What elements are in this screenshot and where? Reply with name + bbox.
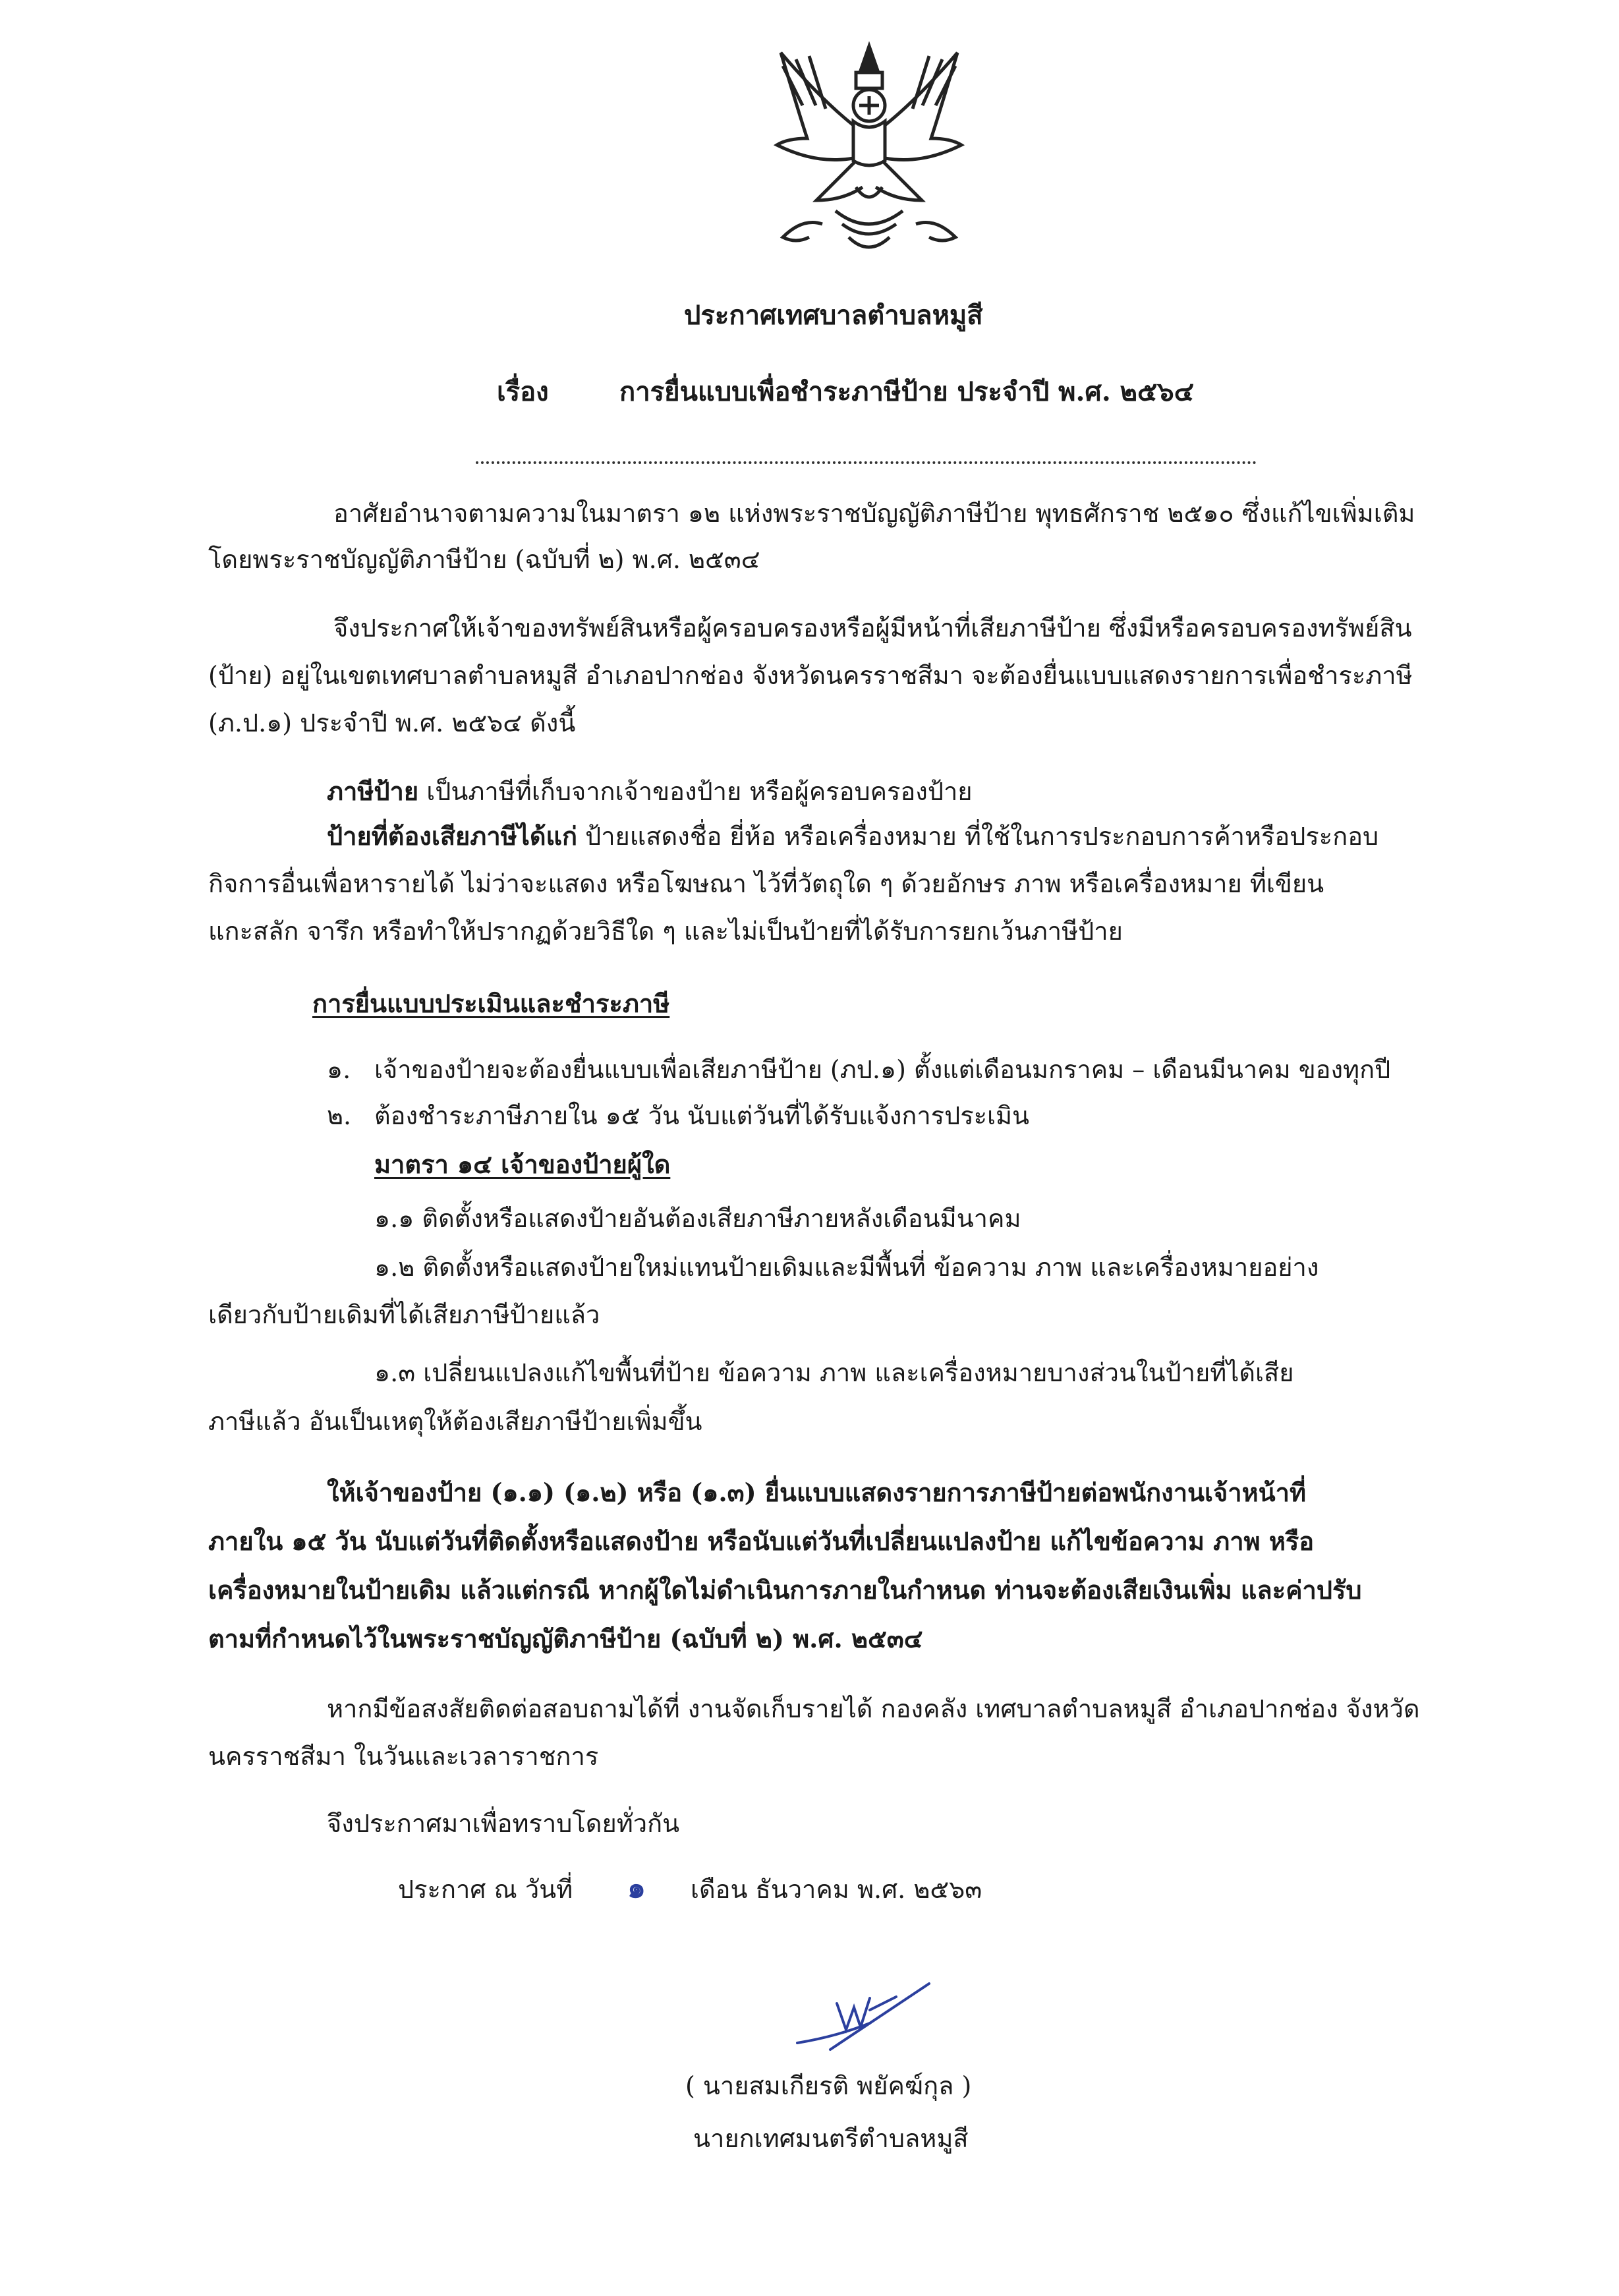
para1-line1: อาศัยอำนาจตามความในมาตรา ๑๒ แห่งพระราชบัญญัติภาษีป้าย พุทธศักราช ๒๕๑๐ ซึ่งแก้ไขเพิ่มเติม [333, 499, 1415, 528]
garuda-emblem-icon [770, 40, 969, 257]
section14-item-1-2-cont: เดียวกับป้ายเดิมที่ได้เสียภาษีป้ายแล้ว [208, 1300, 600, 1329]
date-month-year: เดือน ธันวาคม พ.ศ. ๒๕๖๓ [691, 1875, 982, 1904]
para1-line2: โดยพระราชบัญญัติภาษีป้าย (ฉบับที่ ๒) พ.ศ. ๒๕๓๔ [208, 545, 760, 574]
section14-heading: มาตรา ๑๔ เจ้าของป้ายผู้ใด [374, 1149, 671, 1179]
para2-line1: จึงประกาศให้เจ้าของทรัพย์สินหรือผู้ครอบครองหรือผู้มีหน้าที่เสียภาษีป้าย ซึ่งมีหรือครอบครองทรัพย์สิน [333, 614, 1412, 643]
item-2-text: ต้องชำระภาษีภายใน ๑๕ วัน นับแต่วันที่ได้รับแจ้งการประเมิน [374, 1101, 1030, 1130]
signature-icon [791, 1977, 942, 2056]
bold-para-line2: ภายใน ๑๕ วัน นับแต่วันที่ติดตั้งหรือแสดงป้าย หรือนับแต่วันที่เปลี่ยนแปลงป้าย แก้ไขข้อความ ภาพ หรือ [208, 1526, 1315, 1556]
signer-name: ( นายสมเกียรติ พยัคฆ์กุล ) [685, 2071, 972, 2100]
item-1-number: ๑. [327, 1055, 351, 1084]
para2-line3: (ภ.ป.๑) ประจำปี พ.ศ. ๒๕๖๔ ดังนี้ [208, 708, 576, 737]
item-2-number: ๒. [327, 1101, 352, 1130]
closing-text: จึงประกาศมาเพื่อทราบโดยทั่วกัน [327, 1809, 680, 1838]
def-tax-text: เป็นภาษีที่เก็บจากเจ้าของป้าย หรือผู้ครอบครองป้าย [418, 777, 973, 806]
def-sign-term: ป้ายที่ต้องเสียภาษีได้แก่ [327, 821, 577, 851]
para2-line2: (ป้าย) อยู่ในเขตเทศบาลตำบลหมูสี อำเภอปากช่อง จังหวัดนครราชสีมา จะต้องยื่นแบบแสดงรายการเพื่อชำระภาษี [208, 661, 1413, 690]
section14-item-1-2: ๑.๒ ติดตั้งหรือแสดงป้ายใหม่แทนป้ายเดิมและมีพื้นที่ ข้อความ ภาพ และเครื่องหมายอย่าง [374, 1253, 1319, 1282]
dotted-divider [476, 461, 1257, 464]
section-heading: การยื่นแบบประเมินและชำระภาษี [312, 989, 670, 1018]
def-sign-line3: แกะสลัก จารึก หรือทำให้ปรากฏด้วยวิธีใด ๆ และไม่เป็นป้ายที่ได้รับการยกเว้นภาษีป้าย [208, 917, 1123, 946]
def-sign-line2: กิจการอื่นเพื่อหารายได้ ไม่ว่าจะแสดง หรือโฆษณา ไว้ที่วัตถุใด ๆ ด้วยอักษร ภาพ หรือเครื่องหมาย ที่เขียน [208, 869, 1324, 898]
def-tax [327, 772, 973, 811]
def-sign [327, 817, 1378, 855]
subject-text: การยื่นแบบเพื่อชำระภาษีป้าย ประจำปี พ.ศ. ๒๕๖๔ [619, 376, 1194, 407]
item-1-text: เจ้าของป้ายจะต้องยื่นแบบเพื่อเสียภาษีป้าย (ภป.๑) ตั้งแต่เดือนมกราคม – เดือนมีนาคม ของทุกปี [374, 1055, 1391, 1084]
def-sign-text: ป้ายแสดงชื่อ ยี่ห้อ หรือเครื่องหมาย ที่ใช้ในการประกอบการค้าหรือประกอบ [577, 822, 1379, 851]
section14-item-1-1: ๑.๑ ติดตั้งหรือแสดงป้ายอันต้องเสียภาษีภายหลังเดือนมีนาคม [374, 1204, 1021, 1233]
bold-para-line3: เครื่องหมายในป้ายเดิม แล้วแต่กรณี หากผู้ใดไม่ดำเนินการภายในกำหนด ท่านจะต้องเสียเงินเพิ่ม และค่าปรับ [208, 1575, 1362, 1605]
contact-line1: หากมีข้อสงสัยติดต่อสอบถามได้ที่ งานจัดเก็บรายได้ กองคลัง เทศบาลตำบลหมูสี อำเภอปากช่อง จังหวัด [327, 1694, 1420, 1723]
signer-position: นายกเทศมนตรีตำบลหมูสี [693, 2124, 969, 2153]
bold-para-line4: ตามที่กำหนดไว้ในพระราชบัญญัติภาษีป้าย (ฉบับที่ ๒) พ.ศ. ๒๕๓๔ [208, 1624, 923, 1653]
page-title: ประกาศเทศบาลตำบลหมูสี [684, 300, 983, 331]
def-tax-term: ภาษีป้าย [327, 776, 419, 806]
section14-item-1-3-cont: ภาษีแล้ว อันเป็นเหตุให้ต้องเสียภาษีป้ายเพิ่มขึ้น [208, 1407, 702, 1436]
subject-label: เรื่อง [497, 376, 549, 407]
contact-line2: นครราชสีมา ในวันและเวลาราชการ [208, 1742, 599, 1771]
date-prefix: ประกาศ ณ วันที่ [398, 1875, 573, 1904]
section14-item-1-3: ๑.๓ เปลี่ยนแปลงแก้ไขพื้นที่ป้าย ข้อความ ภาพ และเครื่องหมายบางส่วนในป้ายที่ได้เสีย [374, 1358, 1294, 1387]
date-day: ๑ [627, 1871, 646, 1905]
bold-para-line1: ให้เจ้าของป้าย (๑.๑) (๑.๒) หรือ (๑.๓) ยื่นแบบแสดงรายการภาษีป้ายต่อพนักงานเจ้าหน้าที่ [327, 1478, 1307, 1507]
